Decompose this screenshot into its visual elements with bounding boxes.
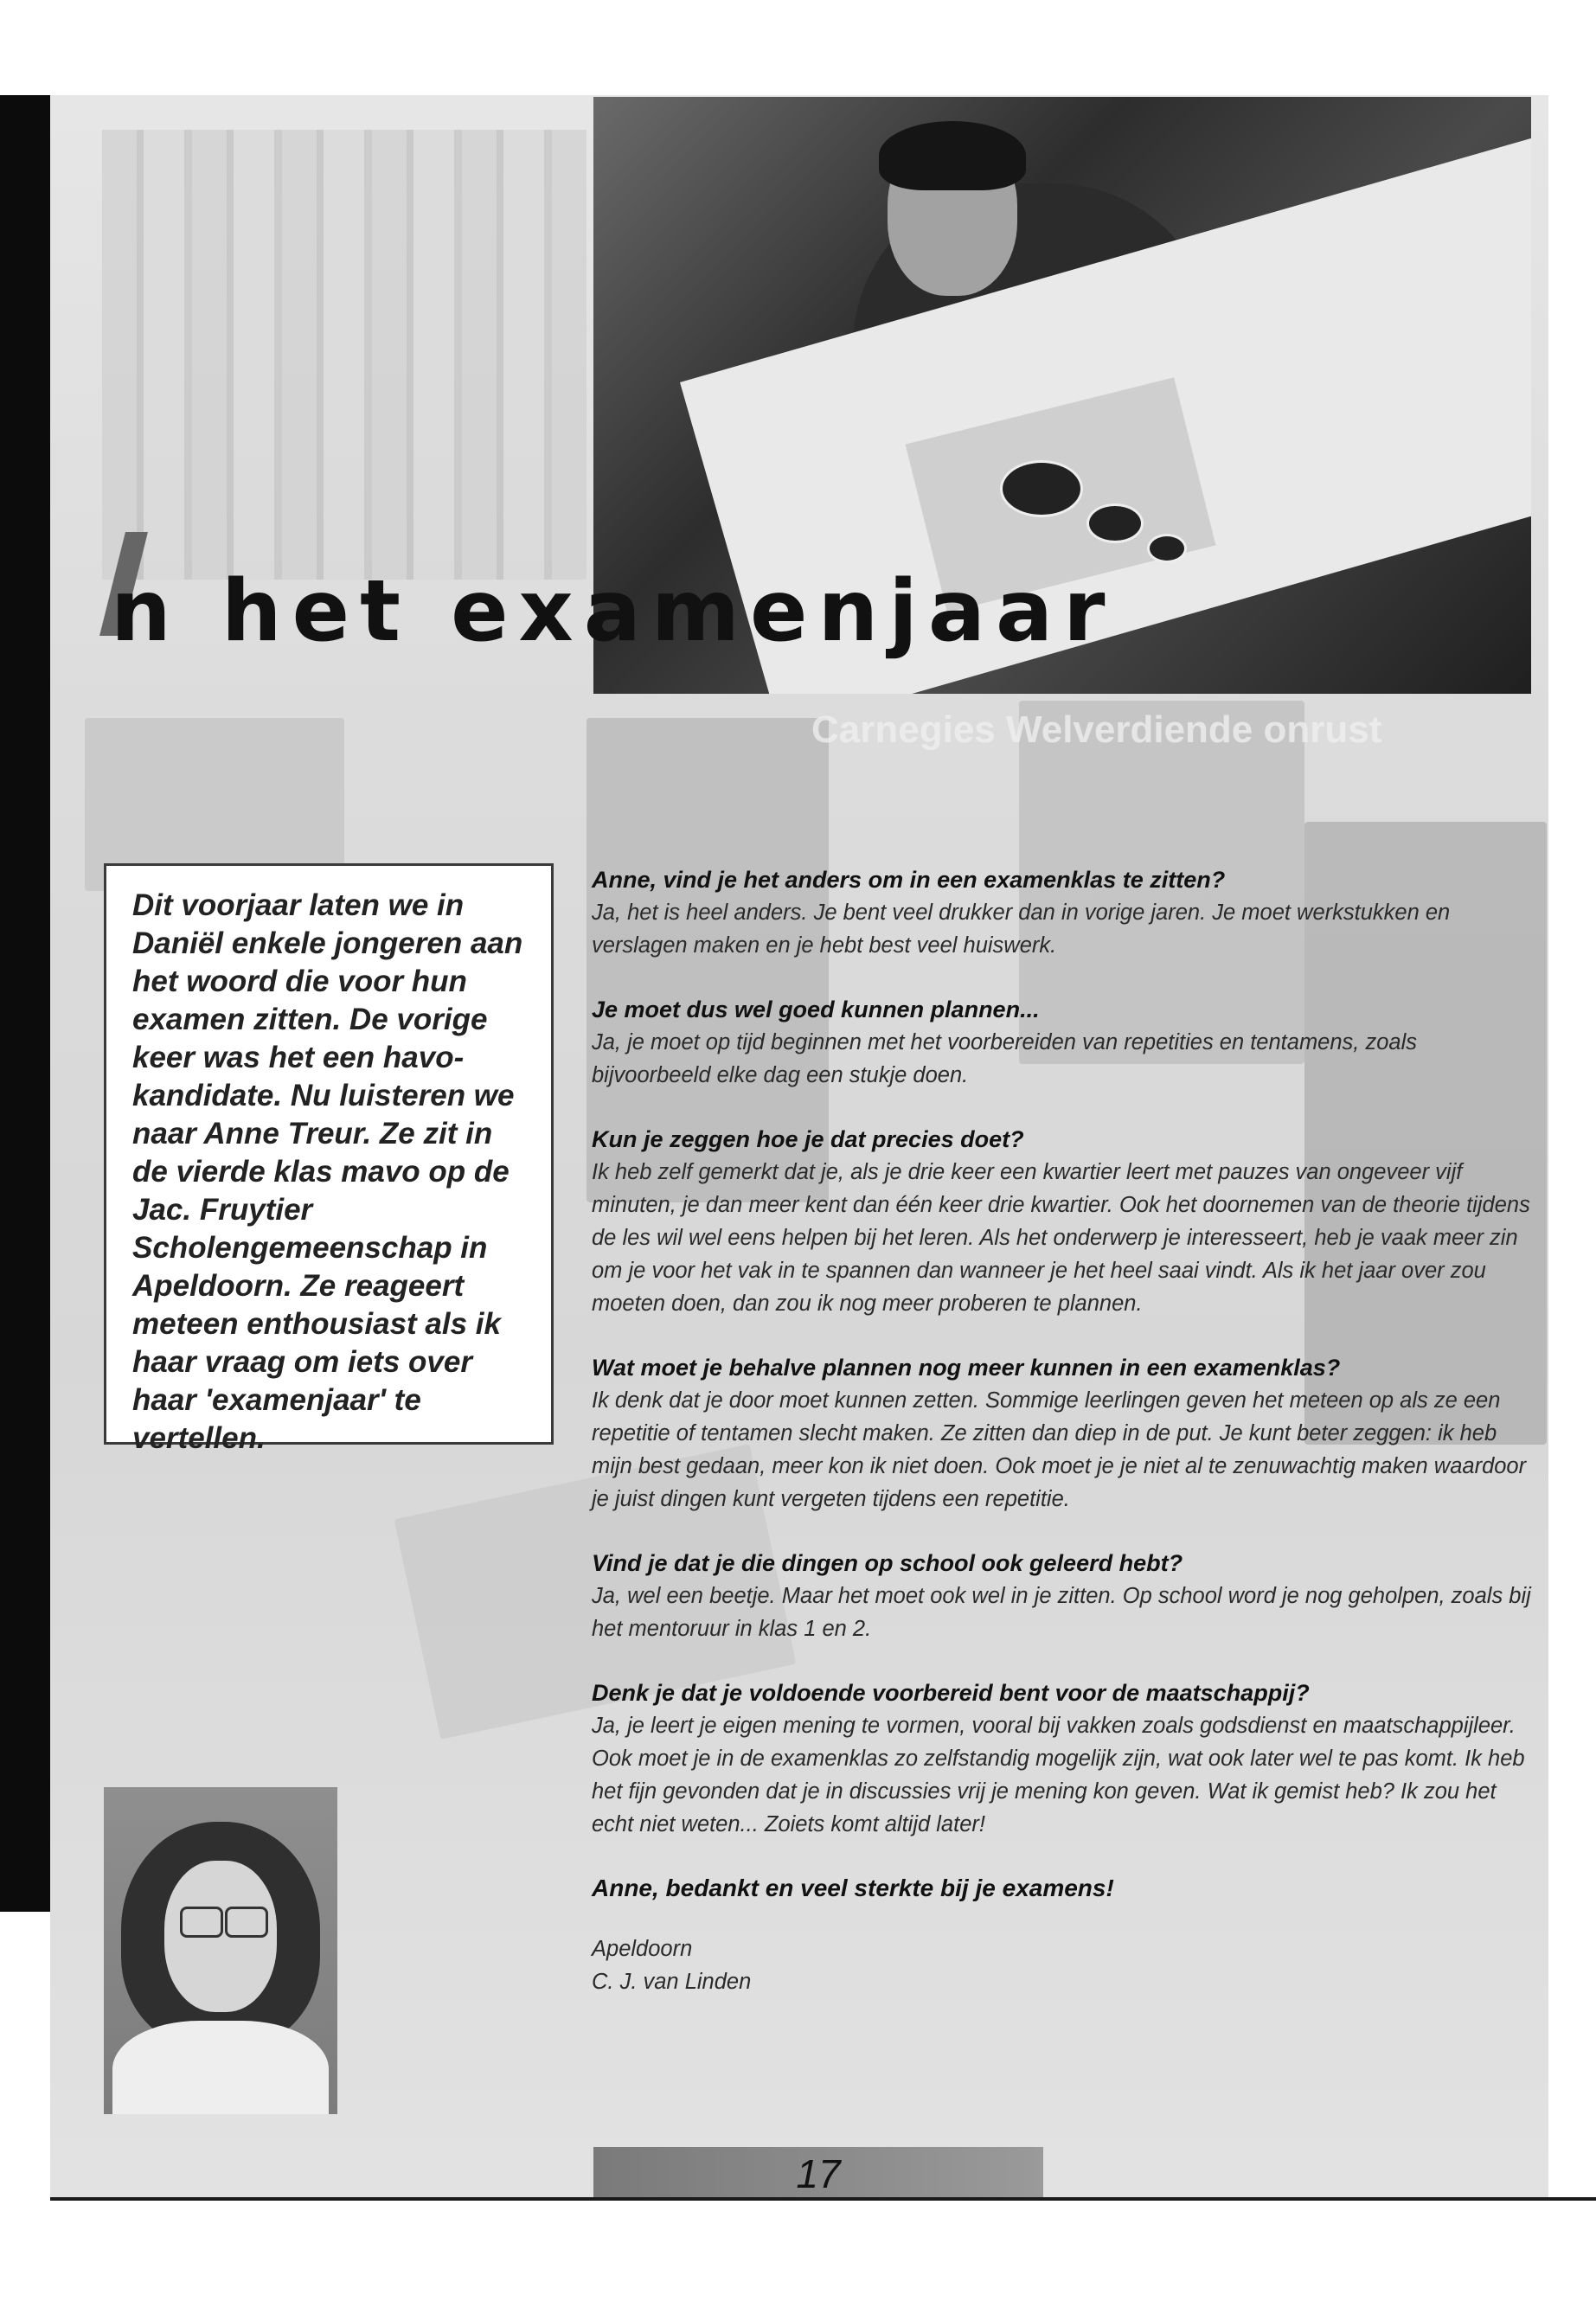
qa-block	[592, 1676, 1535, 1841]
glasses-icon	[225, 1907, 268, 1938]
interview-article	[592, 863, 1535, 1998]
bookshelf	[102, 130, 586, 580]
portrait-shirt	[112, 2021, 329, 2114]
answer: Ja, je moet op tijd beginnen met het voorbereiden van repetities en tentamens, zoals bijvoorbeeld elke dag een stukje doen.	[592, 1030, 1417, 1087]
answer: Ja, het is heel anders. Je bent veel drukker dan in vorige jaren. Je moet werkstukken en verslagen maken en je hebt best veel huiswerk.	[592, 901, 1451, 958]
answer: Ik heb zelf gemerkt dat je, als je drie keer een kwartier leert met pauzes van ongeveer vijf minuten, je dan meer kent dan één keer drie kwartier. Ook het doornemen van de theorie tijdens de les wil wel eens helpen bij het leren. Als het onderwerp je interesseert, heb je vaak meer zin om je voor het vak in te spannen dan wanneer je het heel saai vindt. Als ik het jaar over zou moeten doen, dan zou ik nog meer proberen te plannen.	[592, 1160, 1530, 1316]
book-illustration-circle	[1000, 460, 1083, 517]
answer: Ja, je leert je eigen mening te vormen, vooral bij vakken zoals godsdienst en maatschappijleer. Ook moet je in de examenklas zo zelfstandig mogelijk zijn, wat ook later wel te pas komt. Ik heb het fijn gevonden dat je in discussies vrij je mening kon geven. Wat ik gemist heb? Ik zou het echt niet weten... Zoiets komt altijd later!	[592, 1714, 1525, 1836]
closing-line: Anne, bedankt en veel sterkte bij je examens!	[592, 1875, 1114, 1901]
qa-block	[592, 1123, 1535, 1320]
book-illustration-circle	[1086, 503, 1144, 543]
qa-block	[592, 863, 1535, 962]
qa-block	[592, 993, 1535, 1092]
book-illustration-circle	[1147, 534, 1187, 563]
left-margin-bar	[0, 95, 50, 1912]
question: Je moet dus wel goed kunnen plannen...	[592, 997, 1040, 1022]
qa-block	[592, 1547, 1535, 1645]
title-text: n het examenjaar	[111, 562, 1116, 661]
question: Denk je dat je voldoende voorbereid bent voor de maatschappij?	[592, 1680, 1310, 1706]
answer: Ik denk dat je door moet kunnen zetten. Sommige leerlingen geven het meteen op als ze een repetitie of tentamen slecht maken. Ze zitten dan diep in de put. Je kunt beter zeggen: ik heb mijn best gedaan, meer kon ik niet doen. Ook moet je je niet al te zenuwachtig maken waardoor je juist dingen kunt vergeten tijdens een repetitie.	[592, 1388, 1527, 1511]
question: Vind je dat je die dingen op school ook geleerd hebt?	[592, 1550, 1183, 1576]
qa-block	[592, 1351, 1535, 1516]
question: Wat moet je behalve plannen nog meer kunnen in een examenklas?	[592, 1355, 1341, 1381]
signature-place: Apeldoorn	[592, 1937, 693, 1961]
question: Anne, vind je het anders om in een examenklas te zitten?	[592, 867, 1226, 893]
intro-box	[104, 863, 554, 1455]
page-title	[111, 562, 1115, 661]
question: Kun je zeggen hoe je dat precies doet?	[592, 1126, 1024, 1152]
portrait-photo	[104, 1787, 337, 2114]
signature-author: C. J. van Linden	[592, 1970, 752, 1994]
student-hair	[879, 121, 1026, 190]
glasses-icon	[180, 1907, 223, 1938]
intro-text: Dit voorjaar laten we in Daniël enkele jongeren aan het woord die voor hun examen zitten. De vorige keer was het een havo-kandidate. Nu luisteren we naar Anne Treur. Ze zit in de vierde klas mavo op de Jac. Fruytier Scholengemeenschap in Apeldoorn. Ze reageert meteen enthousiast als ik haar vraag om iets over haar 'examenjaar' te vertellen.	[132, 888, 523, 1455]
answer: Ja, wel een beetje. Maar het moet ook wel in je zitten. Op school word je nog geholpen, zoals bij het mentoruur in klas 1 en 2.	[592, 1584, 1531, 1641]
bottom-rule	[50, 2197, 1596, 2201]
background-book-title: Carnegies Welverdiende onrust	[811, 708, 1382, 751]
page-number: 17	[796, 2151, 841, 2196]
page-number-bar	[593, 2147, 1043, 2197]
